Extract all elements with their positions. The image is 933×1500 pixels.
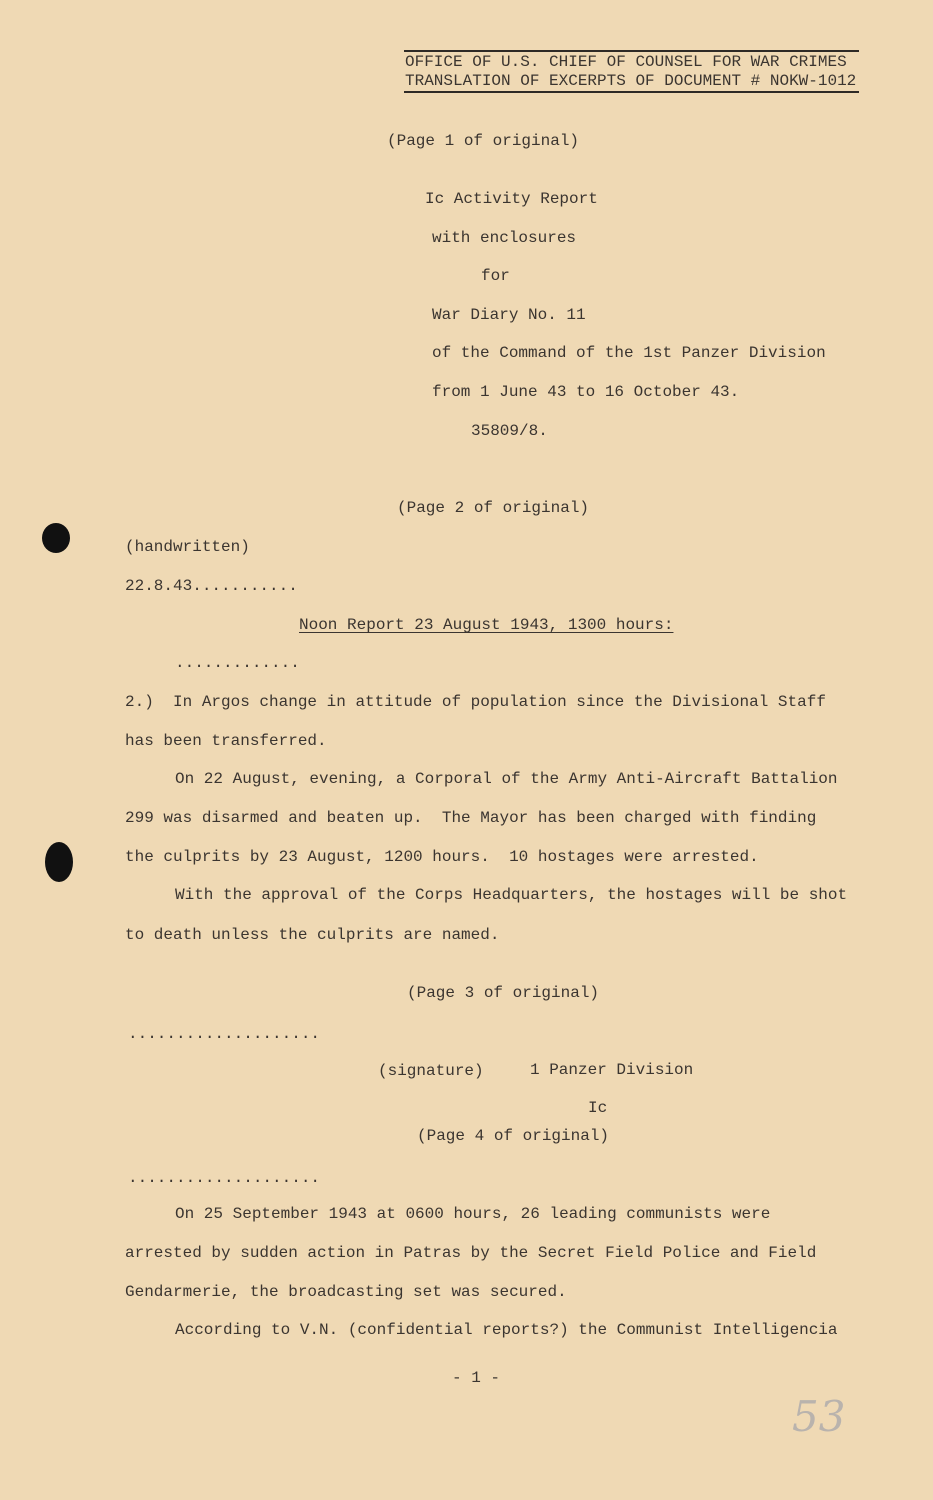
handwritten-note: (handwritten) — [125, 538, 250, 556]
title-line: of the Command of the 1st Panzer Division — [432, 344, 826, 362]
body-line: On 25 September 1943 at 0600 hours, 26 leading communists were — [175, 1205, 771, 1223]
title-line: for — [481, 267, 510, 285]
file-number: 35809/8. — [471, 422, 548, 440]
ellipsis-dots: ............. — [175, 654, 300, 672]
header-line-2: TRANSLATION OF EXCERPTS OF DOCUMENT # NOKW-1012 — [405, 72, 857, 90]
punch-hole — [42, 523, 70, 553]
punch-hole — [45, 842, 73, 882]
title-line: with enclosures — [432, 229, 577, 247]
page-number: - 1 - — [452, 1369, 501, 1387]
ellipsis-dots: .................... — [128, 1169, 321, 1187]
body-line: 299 was disarmed and beaten up. The Mayor has been charged with finding — [125, 809, 817, 827]
body-line: 2.) In Argos change in attitude of population since the Divisional Staff — [125, 693, 826, 711]
title-line: from 1 June 43 to 16 October 43. — [432, 383, 740, 401]
header-line-1: OFFICE OF U.S. CHIEF OF COUNSEL FOR WAR CRIMES — [405, 53, 847, 71]
body-line: According to V.N. (confidential reports?) the Communist Intelligencia — [175, 1321, 838, 1339]
noon-report-heading: Noon Report 23 August 1943, 1300 hours: — [299, 616, 674, 634]
body-line: On 22 August, evening, a Corporal of the Army Anti-Aircraft Battalion — [175, 770, 838, 788]
page-marker-4: (Page 4 of original) — [417, 1127, 610, 1145]
body-line: to death unless the culprits are named. — [125, 926, 500, 944]
body-line: Gendarmerie, the broadcasting set was secured. — [125, 1283, 567, 1301]
signature-label: (signature) — [378, 1062, 484, 1080]
body-line: With the approval of the Corps Headquarters, the hostages will be shot — [175, 886, 848, 904]
page-marker-3: (Page 3 of original) — [407, 984, 600, 1002]
body-line: the culprits by 23 August, 1200 hours. 10 hostages were arrested. — [125, 848, 759, 866]
title-line: War Diary No. 11 — [432, 306, 586, 324]
ellipsis-dots: .................... — [128, 1025, 321, 1043]
unit-section: Ic — [588, 1099, 608, 1117]
header-bottom-rule — [404, 91, 859, 93]
body-line: has been transferred. — [125, 732, 327, 750]
title-line: Ic Activity Report — [425, 190, 598, 208]
unit-name: 1 Panzer Division — [530, 1061, 694, 1079]
body-line: arrested by sudden action in Patras by the Secret Field Police and Field — [125, 1244, 817, 1262]
date-line: 22.8.43........... — [125, 577, 298, 595]
handwritten-page-number: 53 — [792, 1392, 846, 1441]
page-marker-2: (Page 2 of original) — [397, 499, 590, 517]
page-marker-1: (Page 1 of original) — [387, 132, 580, 150]
